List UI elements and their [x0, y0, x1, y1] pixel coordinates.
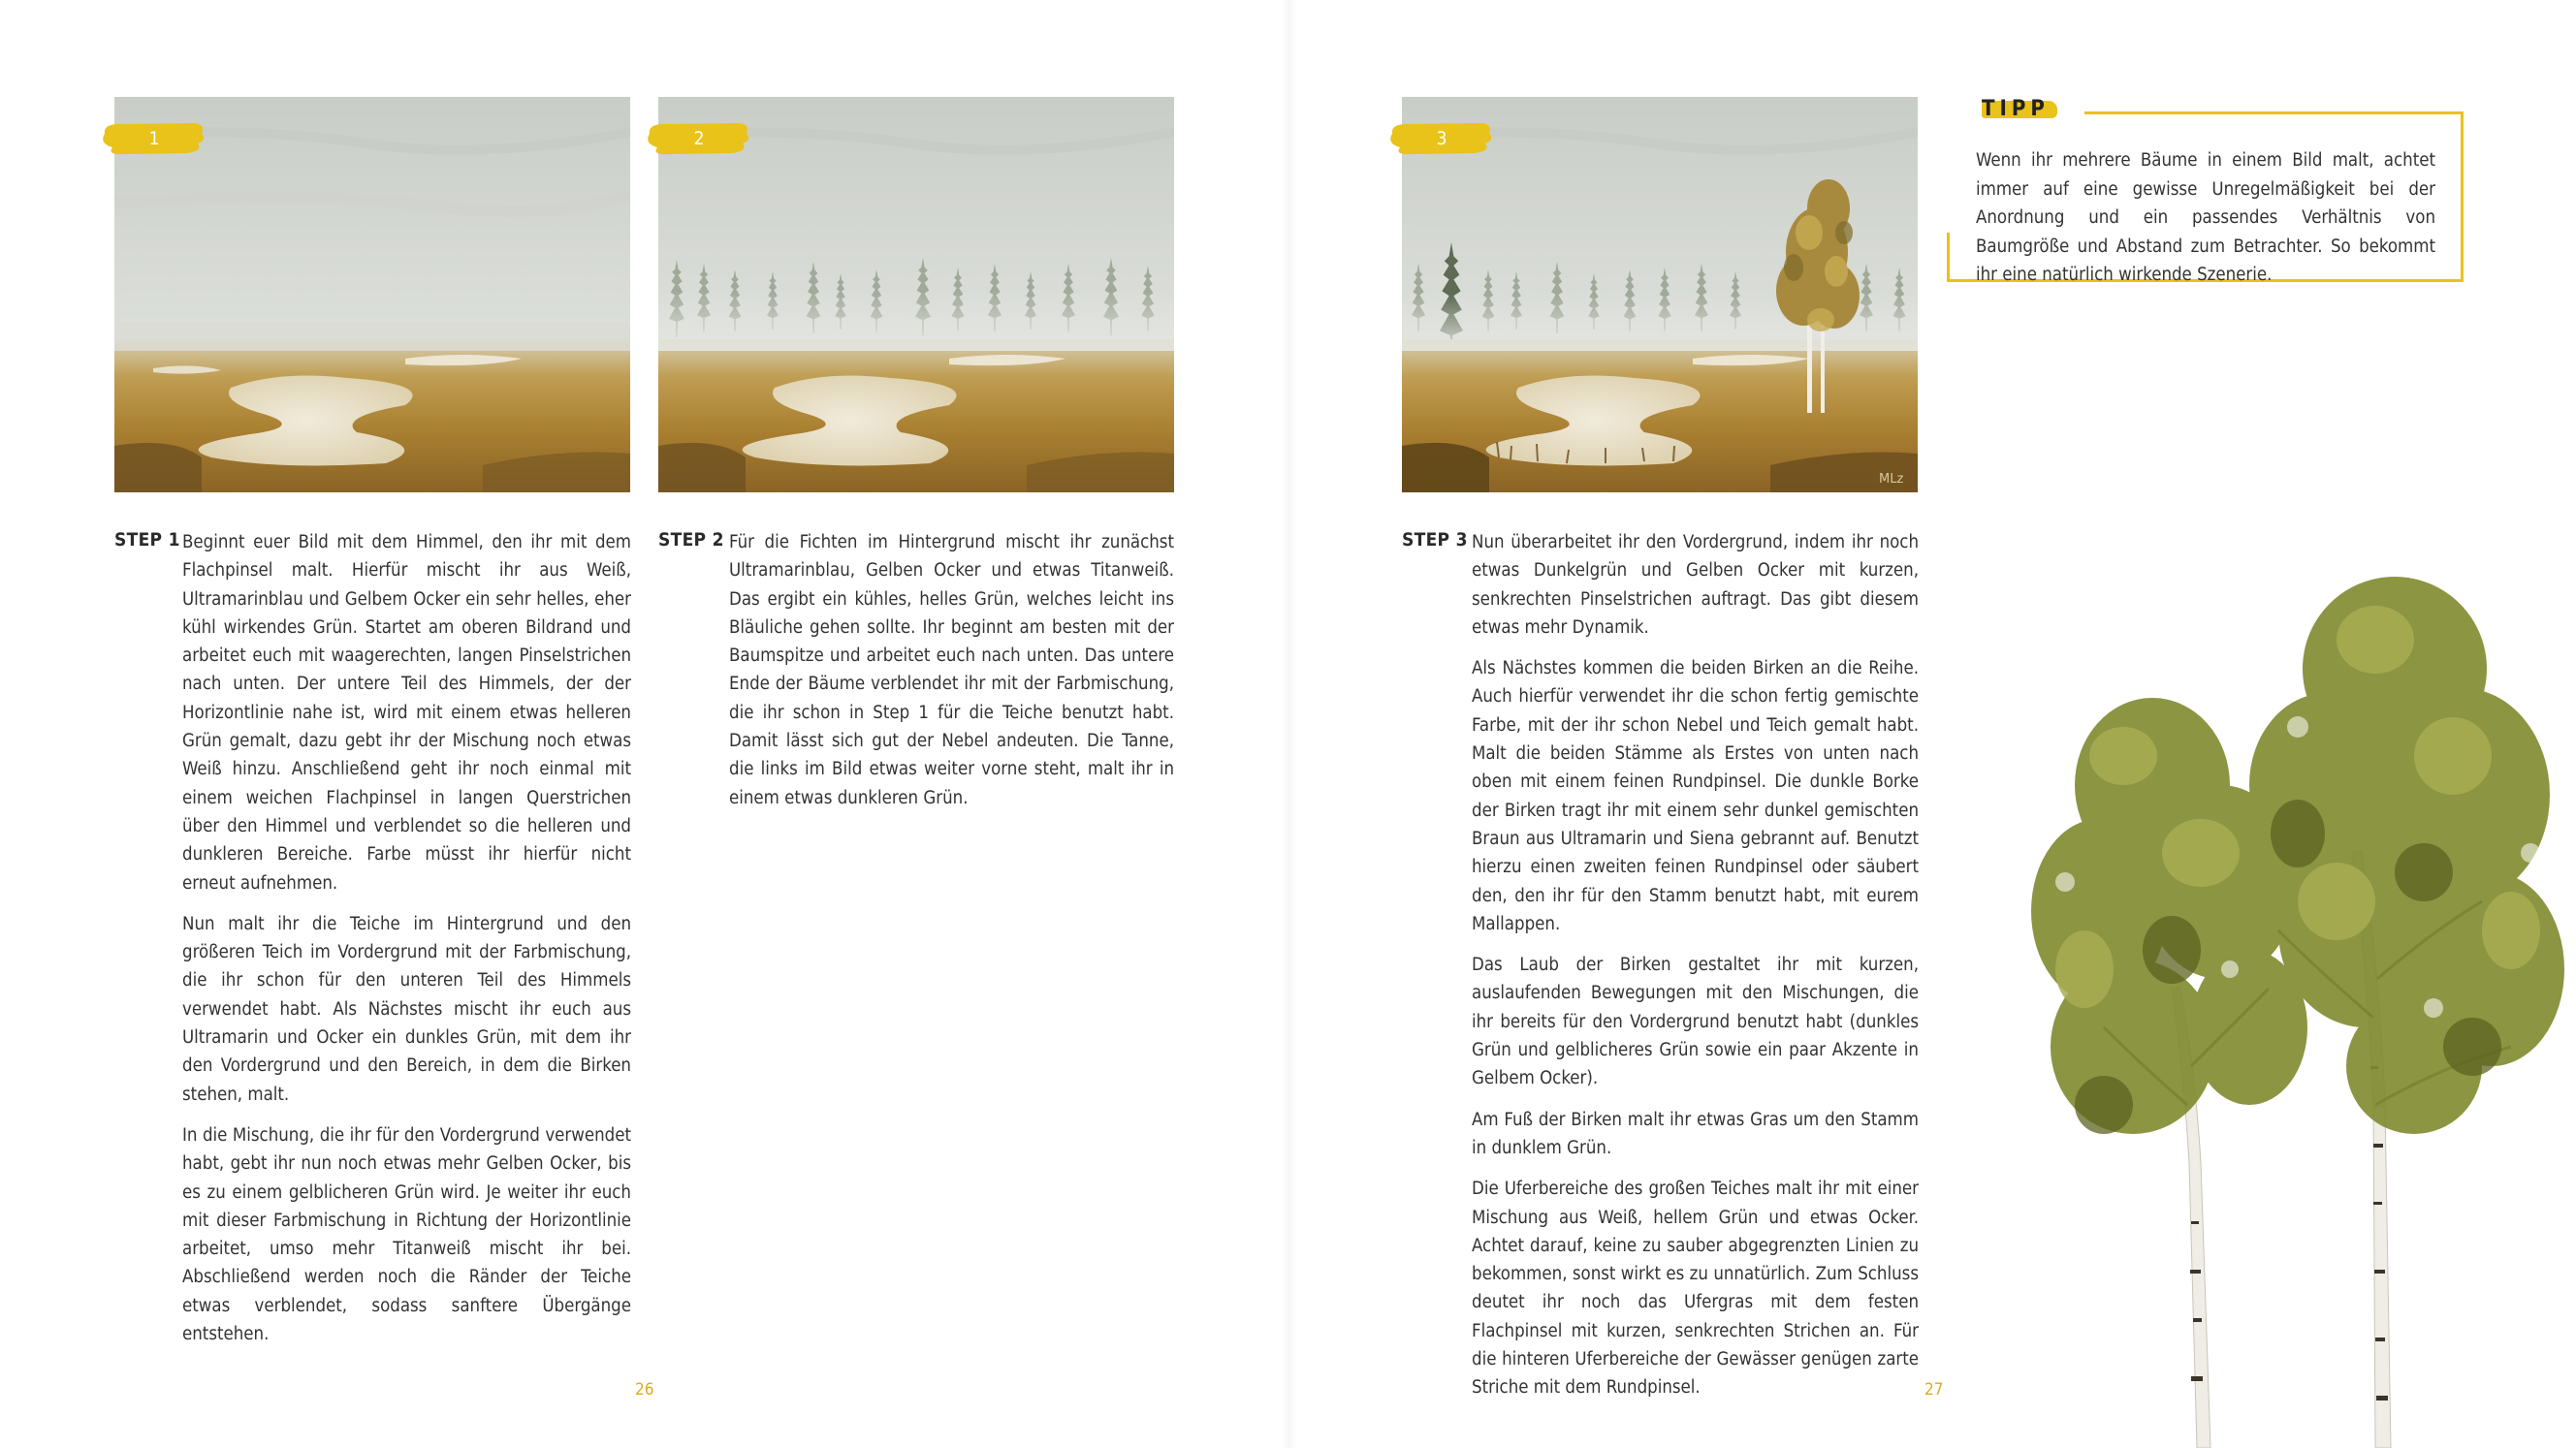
step-3-paragraph: Am Fuß der Birken malt ihr etwas Gras um den Stamm in dunklem Grün.	[1472, 1109, 1919, 1158]
page-number-right: 27	[1924, 1380, 1944, 1400]
step-1-badge	[101, 118, 207, 159]
step-3-number: 3	[1436, 128, 1447, 149]
step-3-paragraph: Das Laub der Birken gestaltet ihr mit kurzen, auslaufenden Bewegungen mit den Mischungen, die ihr bereits für den Vordergrund benutzt habt (dunkles Grün und gelblicheres Grün sowie ein paar Akzente in Gelbem Ocker).	[1472, 955, 1919, 1089]
step-2-label: STEP 2	[658, 529, 724, 551]
birch-trees-icon	[2007, 562, 2576, 1448]
step-1-label: STEP 1	[114, 529, 180, 551]
step-1-paragraph: Nun malt ihr die Teiche im Hintergrund und den größeren Teich im Vordergrund mit der Farbmischung, die ihr schon für den unteren Teil des Himmels verwendet habt. Als Nächstes mischt ihr euch aus Ultramarin und Ocker ein dunkles Grün, mit dem ihr den Vordergrund und den Bereich, in dem die Birken stehen, malt.	[182, 913, 631, 1105]
step-3-label: STEP 3	[1402, 529, 1468, 551]
tipp-title: TIPP	[1982, 97, 2050, 121]
tipp-text: Wenn ihr mehrere Bäume in einem Bild malt, achtet immer auf eine gewisse Unregelmäßigkeit bei der Anordnung und ein passendes Verhältnis von Baumgröße und Abstand zum Betrachter. So bekommt ihr eine natürlich wirkende Szenerie.	[1976, 150, 2435, 285]
step-2-badge	[646, 118, 752, 159]
tipp-box-top-border	[2084, 111, 2464, 114]
step-1-number: 1	[148, 128, 160, 149]
step-2-text	[729, 528, 1174, 825]
page-number-left: 26	[635, 1380, 654, 1400]
step-3-paragraph: Nun überarbeitet ihr den Vordergrund, indem ihr noch etwas Dunkelgrün und Gelben Ocker mit kurzen, senkrechten Pinselstrichen auftragt. Das gibt diesem etwas mehr Dynamik.	[1472, 532, 1919, 638]
page-gutter	[1280, 0, 1297, 1448]
painting-signature: MLz	[1879, 472, 1904, 487]
step-3-paragraph: Die Uferbereiche des großen Teiches malt ihr mit einer Mischung aus Weiß, hellem Grün und etwas Ocker. Achtet darauf, keine zu sauber abgegrenzten Linien zu bekommen, sonst wirkt es zu unnatürlich. Zum Schluss deutet ihr noch das Ufergras mit dem festen Flachpinsel mit kurzen, senkrechten Strichen an. Für die hinteren Uferbereiche der Gewässer genügen zarte Striche mit dem Rundpinsel.	[1472, 1179, 1919, 1399]
step-1-text	[182, 528, 631, 1361]
step-1-paragraph: In die Mischung, die ihr für den Vordergrund verwendet habt, gebt ihr nun noch etwas mehr Gelben Ocker, bis es zu einem gelblicheren Grün wird. Je weiter ihr euch mit dieser Farbmischung in Richtung der Horizontlinie arbeitet, umso mehr Titanweiß mischt ihr bei. Abschließend werden noch die Ränder der Teiche etwas verblendet, sodass sanftere Übergänge entstehen.	[182, 1124, 631, 1345]
step-2-paragraph: Für die Fichten im Hintergrund mischt ihr zunächst Ultramarinblau, Gelben Ocker und etwas Titanweiß. Das ergibt ein kühles, helles Grün, welches leicht ins Bläuliche gehen sollte. Ihr beginnt am besten mit der Baumspitze und arbeitet euch nach unten. Das untere Ende der Bäume verblendet ihr mit der Farbmischung, die ihr schon in Step 1 für die Teiche benutzt habt. Damit lässt sich gut der Nebel andeuten. Die Tanne, die links im Bild etwas weiter vorne steht, malt ihr in einem etwas dunkleren Grün.	[729, 532, 1174, 808]
tipp-box-left-border	[1947, 233, 1950, 282]
birch-trees-illustration	[2007, 562, 2576, 1448]
step-3-text	[1472, 528, 1919, 1415]
step-2-number: 2	[693, 128, 705, 149]
step-3-badge	[1388, 118, 1495, 159]
step-1-paragraph: Beginnt euer Bild mit dem Himmel, den ihr mit dem Flachpinsel malt. Hierfür mischt ihr aus Weiß, Ultramarinblau und Gelbem Ocker ein sehr helles, eher kühl wirkendes Grün. Startet am oberen Bildrand und arbeitet euch mit waagerechten, langen Pinselstrichen nach unten. Der untere Teil des Himmels, der der Horizontlinie nahe ist, wird mit einem etwas helleren Grün gemalt, dazu gebt ihr der Mischung noch etwas Weiß hinzu. Anschließend geht ihr noch einmal mit einem weichen Flachpinsel in langen Querstrichen über den Himmel und verblendet so die helleren und dunkleren Bereiche. Farbe müsst ihr hierfür nicht erneut aufnehmen.	[182, 532, 631, 894]
step-3-paragraph: Als Nächstes kommen die beiden Birken an die Reihe. Auch hierfür verwendet ihr die schon fertig gemischte Farbe, mit der ihr schon Nebel und Teich gemalt habt. Malt die beiden Stämme als Erstes von unten nach oben mit einem feinen Rundpinsel. Die dunkle Borke der Birken tragt ihr mit einem sehr dunkel gemischten Braun aus Ultramarin und Siena gebrannt auf. Benutzt hierzu einen zweiten feinen Rundpinsel oder säubert den, den ihr für den Stamm benutzt habt, mit eurem Mallappen.	[1472, 658, 1919, 934]
